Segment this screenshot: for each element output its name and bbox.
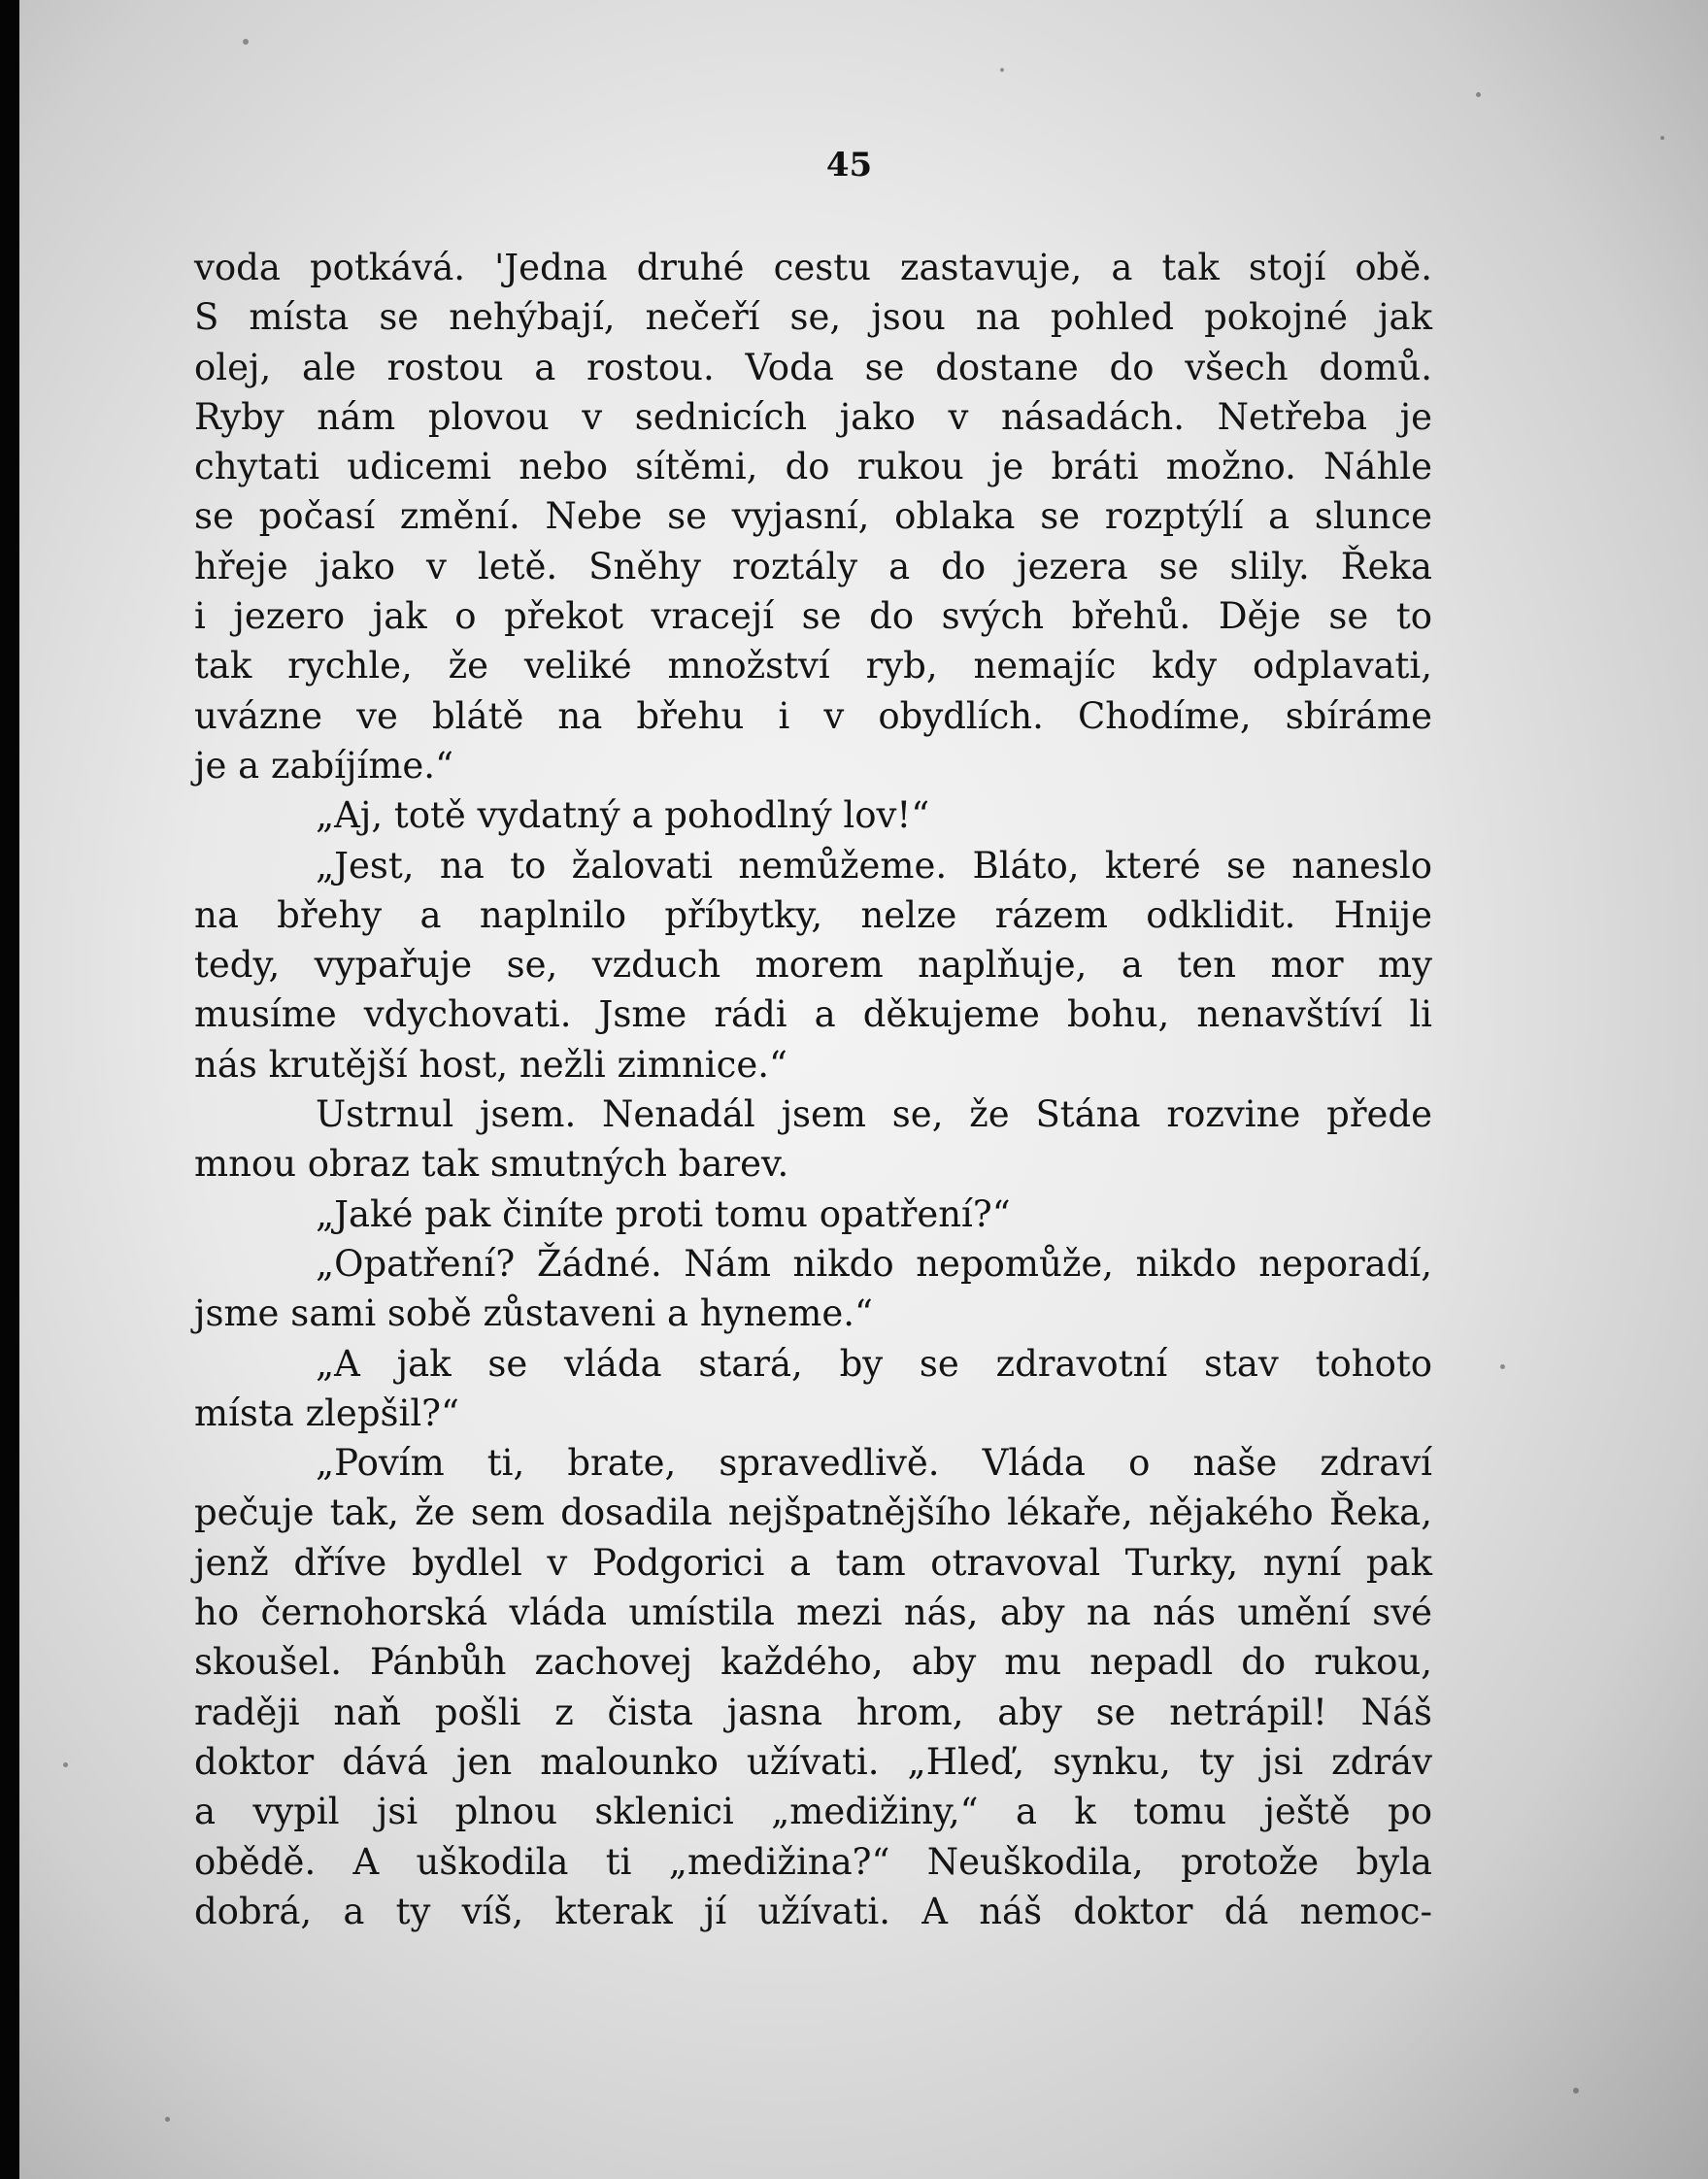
text-line: nás krutější host, nežli zimnice.“ [194, 1043, 787, 1086]
text-line: raději naň pošli z čista jasna hrom, aby se netrápil! Náš [194, 1691, 1432, 1733]
scan-speck [1500, 1364, 1505, 1369]
text-line: hřeje jako v letě. Sněhy roztály a do jezera se slily. Řeka [194, 545, 1432, 587]
text-line: skoušel. Pánbůh zachovej každého, aby mu nepadl do rukou, [194, 1641, 1432, 1684]
text-line: voda potkává. 'Jedna druhé cestu zastavuje, a tak stojí obě. [194, 247, 1432, 288]
scan-speck [63, 1762, 68, 1767]
text-line: se počasí změní. Nebe se vyjasní, oblaka se rozptýlí a slunce [194, 495, 1432, 538]
scan-speck [165, 2117, 170, 2122]
text-line: chytati udicemi nebo sítěmi, do rukou je bráti možno. Náhle [194, 446, 1432, 488]
text-line: jenž dříve bydlel v Podgorici a tam otravoval Turky, nyní pak [194, 1541, 1432, 1584]
scan-speck [1000, 68, 1004, 72]
text-line: Ustrnul jsem. Nenadál jsem se, že Stána rozvine přede [316, 1093, 1432, 1136]
text-line: je a zabíjíme.“ [194, 744, 453, 787]
text-line: místa zlepšil?“ [194, 1391, 459, 1434]
text-line: musíme vdychovati. Jsme rádi a děkujeme bohu, nenavštíví li [194, 993, 1432, 1036]
scan-speck [1476, 92, 1481, 97]
text-line: mnou obraz tak smutných barev. [194, 1143, 789, 1186]
text-line: dobrá, a ty víš, kterak jí užívati. A náš doktor dá nemoc- [194, 1890, 1432, 1932]
text-line: „Jest, na to žalovati nemůžeme. Bláto, které se naneslo [316, 844, 1432, 887]
text-line: i jezero jak o překot vracejí se do svých břehů. Děje se to [194, 595, 1432, 638]
text-line: a vypil jsi plnou sklenici „medižiny,“ a k tomu ještě po [194, 1791, 1432, 1833]
text-line: olej, ale rostou a rostou. Voda se dostane do všech domů. [194, 346, 1432, 388]
text-line: obědě. A uškodila ti „medižina?“ Neuškodila, protože byla [194, 1840, 1432, 1883]
text-line: pečuje tak, že sem dosadila nejšpatnějšího lékaře, nějakého Řeka, [194, 1492, 1432, 1534]
text-line: tak rychle, že veliké množství ryb, nemajíc kdy odplavati, [194, 645, 1432, 687]
book-page [19, 0, 1708, 2179]
body-text [194, 243, 1432, 1936]
scan-speck [1660, 136, 1664, 140]
text-line: jsme sami sobě zůstaveni a hyneme.“ [194, 1292, 873, 1335]
text-line: tedy, vypařuje se, vzduch morem naplňuje, a ten mor my [194, 944, 1432, 987]
scan-edge [0, 0, 19, 2179]
text-line: „Povím ti, brate, spravedlivě. Vláda o naše zdraví [316, 1442, 1432, 1485]
text-line: „A jak se vláda stará, by se zdravotní stav tohoto [316, 1342, 1432, 1385]
text-line: „Opatření? Žádné. Nám nikdo nepomůže, nikdo neporadí, [316, 1242, 1432, 1285]
text-line: Ryby nám plovou v sednicích jako v násadách. Netřeba je [194, 395, 1432, 438]
text-line: „Aj, totě vydatný a pohodlný lov!“ [316, 794, 930, 837]
text-line: „Jaké pak činíte proti tomu opatření?“ [316, 1192, 1011, 1235]
scan-speck [243, 39, 249, 45]
scan-speck [1573, 2088, 1579, 2094]
text-line: S místa se nehýbají, nečeří se, jsou na pohled pokojné jak [194, 296, 1432, 339]
text-line: ho černohorská vláda umístila mezi nás, aby na nás umění své [194, 1592, 1432, 1634]
page-number: 45 [825, 146, 873, 184]
text-line: na břehy a naplnilo příbytky, nelze rázem odklidit. Hnije [194, 893, 1432, 936]
text-line: doktor dává jen malounko užívati. „Hleď, synku, ty jsi zdráv [194, 1740, 1432, 1783]
text-line: uvázne ve blátě na břehu i v obydlích. Chodíme, sbíráme [194, 694, 1432, 737]
